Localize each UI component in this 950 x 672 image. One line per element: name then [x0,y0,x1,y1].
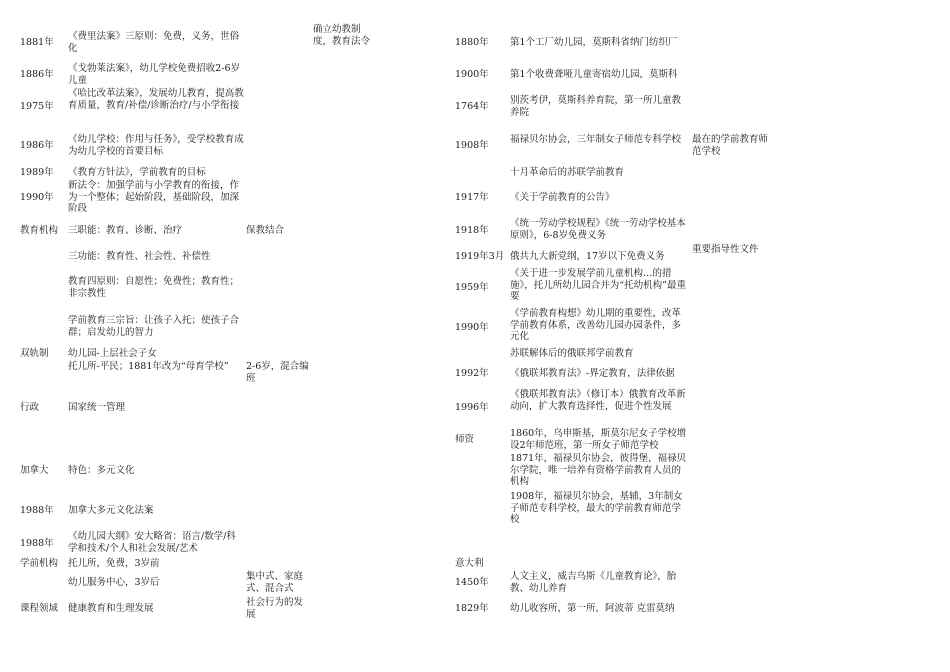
entry-text: 《学前教育构想》幼儿期的重要性，改革学前教育体系，改善幼儿园办园条件，多元化 [510,308,682,342]
entry-note: 确立幼教制度，教育法令 [313,24,371,47]
entry-text: 幼儿收容所，第一所，阿波蒂 克雷莫纳 [510,603,675,614]
entry-text: 健康教育和生理发展 [68,603,154,614]
year-label: 1988年 [20,538,54,549]
section-label: 行政 [20,402,40,413]
entry-text: 《关于进一步发展学前儿童机构…的措施》，托儿所幼儿园合并为“托幼机构”最重要 [510,268,686,302]
entry-text: 《统一劳动学校规程》《统一劳动学校基本原则》，6-8岁免费义务 [510,218,686,241]
entry-text: 幼儿服务中心，3岁后 [68,577,160,588]
entry-text: 国家统一管理 [68,402,126,413]
entry-text: 《费里法案》三原则：免费，义务，世俗化 [68,31,240,54]
entry-text: 《俄联邦教育法》（修订本）俄教育改革新动向，扩大教育选择性，促进个性发展 [510,389,686,412]
section-label: 加拿大 [20,465,49,476]
entry-note: 社会行为的发展 [246,597,304,620]
year-label: 1990年 [20,192,54,203]
entry-text: 福禄贝尔协会，三年制女子师范专科学校 [510,134,682,145]
entry-text: 托儿所，免费，3岁前 [68,558,160,569]
year-label: 1996年 [455,402,489,413]
year-label: 1917年 [455,192,489,203]
year-label: 1975年 [20,101,54,112]
entry-text: 别茨考伊，莫斯科养育院，第一所儿童教养院 [510,95,682,118]
section-label: 师资 [455,434,475,445]
entry-text: 《幼儿学校：作用与任务》，受学校教育成为幼儿学校的首要目标 [68,134,244,157]
entry-text: 《幼儿园大纲》安大略省：语言/数学/科学和技术/个人和社会发展/艺术 [68,531,236,554]
year-label: 1886年 [20,69,54,80]
year-label: 1450年 [455,577,489,588]
entry-text: 第1个收费聋哑儿童寄宿幼儿园，莫斯科 [510,69,678,80]
entry-text: 学前教育三宗旨：让孩子入托；使孩子合群；启发幼儿的智力 [68,315,240,338]
year-label: 1908年 [455,140,489,151]
entry-text: 《关于学前教育的公告》 [510,192,615,203]
section-label: 课程领域 [20,603,59,614]
year-label: 1764年 [455,101,489,112]
entry-text: 人文主义，威吉乌斯《儿童教育论》，胎教、幼儿养育 [510,571,677,594]
year-label: 1919年3月 [455,251,505,262]
entry-text: 教育四原则：自愿性；免费性；教育性；非宗教性 [68,276,240,299]
entry-text: 俄共九大新党纲，17岁以下免费义务 [510,251,665,262]
entry-text: 特色：多元文化 [68,465,135,476]
year-label: 1988年 [20,505,54,516]
entry-text: 《戈勃莱法案》，幼儿学校免费招收2-6岁儿童 [68,63,241,86]
section-heading: 十月革命后的苏联学前教育 [510,167,625,178]
entry-text: 加拿大多元文化法案 [68,505,154,516]
entry-text: 1908年，福禄贝尔协会，基辅，3年制女子师范专科学校，最大的学前教育师范学校 [510,491,683,525]
section-label: 教育机构 [20,225,59,236]
entry-note: 集中式、家庭式、混合式 [246,571,304,594]
entry-text: 新法令：加强学前与小学教育的衔接，作为一个整体；起始阶段，基础阶段，加深阶段 [68,180,240,214]
entry-text: 第1个工厂幼儿园，莫斯科省纳门纺织厂 [510,37,678,48]
entry-text: 1860年，乌申斯基，斯莫尔尼女子学校增设2年师范班，第一所女子师范学校 [510,428,687,451]
entry-note: 重要指导性文件 [692,244,759,255]
entry-text: 幼儿园-上层社会子女 [68,348,157,359]
year-label: 1986年 [20,140,54,151]
entry-text: 三功能：教育性、社会性、补偿性 [68,251,211,262]
entry-text: 1871年，福禄贝尔协会，彼得堡，福禄贝尔学院，唯一培养有资格学前教育人员的机构 [510,453,687,487]
section-heading: 苏联解体后的俄联邦学前教育 [510,348,634,359]
entry-text: 托儿所-平民；1881年改为“母育学校” [68,361,229,372]
year-label: 1829年 [455,603,489,614]
entry-note: 保教结合 [246,225,285,236]
year-label: 1900年 [455,69,489,80]
year-label: 1880年 [455,37,489,48]
entry-text: 《哈比改革法案》，发展幼儿教育，提高教育质量，教育/补偿/诊断治疗/与小学衔接 [68,88,244,111]
entry-note: 2-6岁，混合编班 [246,361,309,384]
year-label: 1959年 [455,282,489,293]
section-label: 学前机构 [20,558,59,569]
section-label: 意大利 [455,558,484,569]
year-label: 1918年 [455,225,489,236]
year-label: 1989年 [20,167,54,178]
year-label: 1992年 [455,368,489,379]
entry-text: 三职能：教育、诊断、治疗 [68,225,183,236]
year-label: 1990年 [455,322,489,333]
entry-text: 《教育方针法》，学前教育的目标 [68,167,206,178]
section-label: 双轨制 [20,348,49,359]
entry-note: 最在的学前教育师范学校 [692,134,769,157]
year-label: 1881年 [20,37,54,48]
entry-text: 《俄联邦教育法》-界定教育，法律依据 [510,368,675,379]
